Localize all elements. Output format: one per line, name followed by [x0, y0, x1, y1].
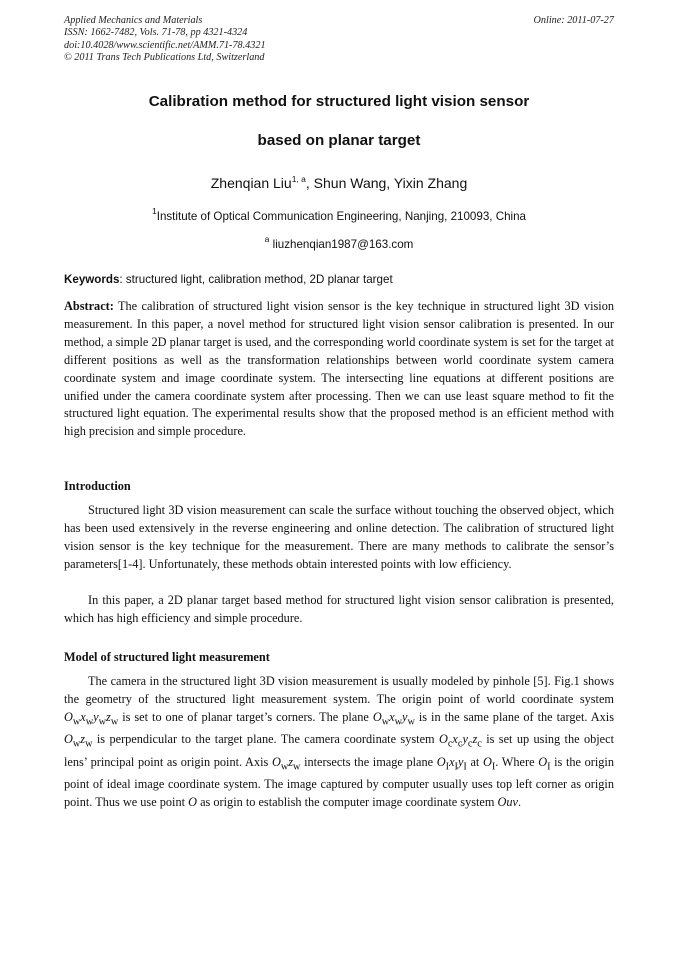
math-sub: w [407, 716, 415, 728]
math-var: x [449, 754, 455, 769]
copyright-line: © 2011 Trans Tech Publications Ltd, Switzerland [64, 52, 265, 64]
math-var: x [389, 709, 395, 724]
math-var: O [538, 754, 548, 769]
math-var: z [80, 732, 86, 747]
keywords-label: Keywords [64, 273, 120, 286]
text-run: as origin to establish the computer image coordinate system [197, 794, 498, 809]
affiliation-text: Institute of Optical Communication Engineering, Nanjing, 210093, China [156, 210, 527, 223]
abstract-text: The calibration of structured light vision sensor is the key technique in structured light 3D vision measurement. In this paper, a novel method for structured light vision sensor calibration is presented. In our method, a simple 2D planar target is used, and the corresponding world coordinate system is set for the target at different positions as well as the transformation relationships between world coordinate system camera coordinate system and image coordinate system. The intersecting line equations at different positions are unified under the camera coordinate system after processing. Then we can use least square method to fit the structured light equation. The experimental results show that the proposed method is an efficient method with high precision and simple procedure. [64, 299, 614, 439]
introduction-paragraph-1: Structured light 3D vision measurement can scale the surface without touching the observed object, which has been used extensively in the reverse engineering and online detection. The calibration of structured light vision sensor is the key technique for the measurement. There are many methods to calibrate the sensor’s parameters[1-4]. Unfortunately, these methods obtain interested points with low efficiency. [64, 503, 614, 571]
math-sub: w [110, 716, 119, 728]
math-var: y [457, 754, 464, 769]
math-sub: I [445, 760, 450, 772]
math-var: O [271, 754, 281, 769]
math-var: y [462, 732, 468, 747]
math-sub: w [85, 716, 94, 728]
text-run: is in the same plane of the target. Axis [414, 709, 614, 724]
affiliation-mark: 1 [151, 206, 157, 216]
author-others: , Shun Wang, Yixin Zhang [305, 175, 468, 191]
math-sub: w [381, 716, 390, 728]
math-sub: I [547, 760, 551, 772]
text-run: is set to one of planar target’s corners. The plane [118, 709, 373, 724]
math-sub: w [85, 738, 93, 750]
math-var: O [188, 794, 197, 809]
issn-line: ISSN: 1662-7482, Vols. 71-78, pp 4321-4324 [64, 27, 248, 39]
math-sub: w [394, 716, 403, 728]
math-var: O [438, 732, 448, 747]
math-var: O [372, 709, 382, 724]
model-paragraph-1 [64, 673, 614, 812]
math-var: O [64, 709, 73, 724]
email-mark: a [264, 234, 270, 244]
author-list [40, 175, 638, 191]
text-run: The camera in the structured light 3D vision measurement is usually modeled by pinhole [5]. Fig.1 shows the geometry of the structured light measurement system. The origin point of world coordinate system [64, 674, 614, 706]
math-sub: I [454, 760, 458, 772]
paper-title-line-1: Calibration method for structured light vision sensor [148, 93, 530, 110]
section-heading-introduction: Introduction [64, 479, 131, 493]
abstract-label: Abstract: [64, 299, 114, 313]
math-var: O [482, 754, 492, 769]
math-sub: c [457, 738, 463, 750]
math-var: y [402, 709, 408, 724]
affiliation [40, 206, 638, 223]
section-heading-model: Model of structured light measurement [64, 650, 270, 664]
math-sub: w [72, 738, 81, 750]
math-sub: w [280, 760, 289, 772]
doi-line: doi:10.4028/www.scientific.net/AMM.71-78.4321 [64, 39, 266, 51]
math-sub: w [293, 760, 301, 772]
paper-title-line-2: based on planar target [257, 132, 421, 149]
math-sub: c [467, 738, 473, 750]
author-first: Zhenqian Liu [210, 175, 292, 191]
text-run: intersects the image plane [300, 754, 437, 769]
math-var: O [436, 754, 446, 769]
online-date: Online: 2011-07-27 [533, 15, 614, 26]
text-run: is perpendicular to the target plane. The camera coordinate system [92, 732, 439, 747]
journal-name: Applied Mechanics and Materials [64, 15, 203, 26]
math-sub: w [72, 716, 81, 728]
math-var: Ouv [497, 794, 519, 809]
text-run: . Where [495, 754, 539, 769]
keywords [64, 273, 393, 286]
introduction-paragraph-2: In this paper, a 2D planar target based method for structured light vision sensor calibration is presented, which has high efficiency and simple procedure. [64, 593, 614, 625]
math-var: z [288, 754, 294, 769]
keywords-text: : structured light, calibration method, 2D planar target [119, 273, 393, 286]
author-email [40, 234, 638, 251]
math-sub: I [491, 760, 496, 772]
text-run: is the origin point of ideal image coordinate system. The image captured by computer usually uses top left corner as origin point. Thus we use point [64, 754, 614, 809]
math-sub: c [447, 738, 453, 750]
math-var: y [93, 709, 99, 724]
math-var: x [80, 709, 86, 724]
author-first-affiliation-mark: 1, a [291, 174, 306, 184]
math-sub: I [463, 760, 467, 772]
text-run: is set up using the object lens’ principal point as origin point. Axis [64, 732, 614, 769]
text-run: . [518, 794, 522, 809]
math-sub: w [98, 716, 107, 728]
math-var: z [472, 732, 478, 747]
email-text: liuzhenqian1987@163.com [269, 238, 414, 251]
math-sub: c [477, 738, 482, 750]
math-var: O [64, 732, 73, 747]
text-run: at [466, 754, 483, 769]
math-var: z [106, 709, 111, 724]
journal-meta [64, 15, 266, 65]
abstract [64, 298, 614, 441]
math-var: x [452, 732, 458, 747]
